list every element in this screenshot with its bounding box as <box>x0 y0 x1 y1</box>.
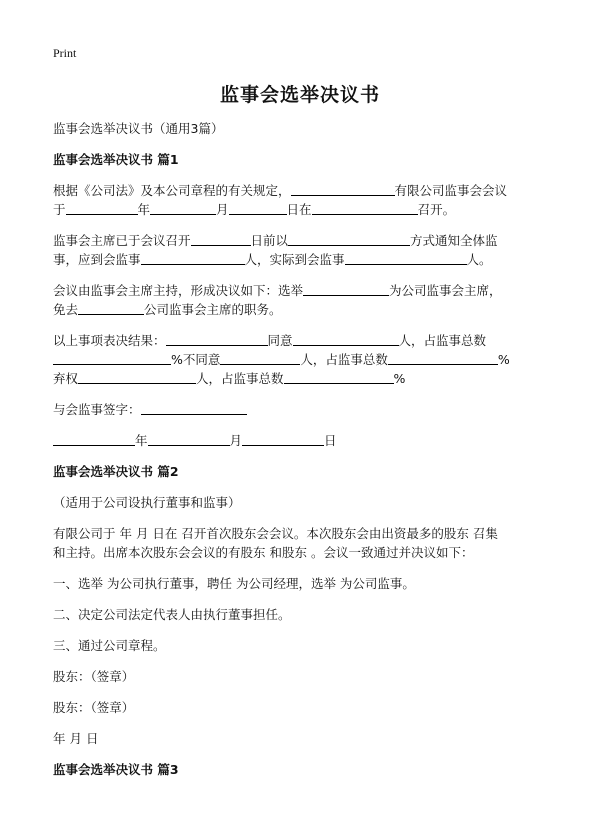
text: 日前以 <box>250 233 289 248</box>
p1-date-line <box>53 433 337 449</box>
p2-line-3: 和主持。出席本次股东会会议的有股东 和股东 。会议一致通过并决议如下： <box>53 545 474 560</box>
text: 人，占监事总数 <box>196 371 284 386</box>
p1-line-4 <box>53 252 492 268</box>
text: 方式通知全体监 <box>410 233 498 248</box>
p2-line-9: 年 月 日 <box>53 731 99 746</box>
p2-line-4: 一、选举 为公司执行董事，聘任 为公司经理，选举 为公司监事。 <box>53 576 415 591</box>
p1-line-3 <box>53 233 498 249</box>
text: 人。 <box>466 252 492 267</box>
blank-sign-day <box>242 433 324 446</box>
text: 人，占监事总数 <box>300 352 388 367</box>
blank-expected <box>141 252 245 265</box>
section-heading-1: 监事会选举决议书 篇1 <box>53 152 179 167</box>
p1-line-8 <box>53 352 510 368</box>
p2-line-1: （适用于公司设执行董事和监事） <box>53 495 241 510</box>
p1-line-1 <box>53 183 507 199</box>
text: 月 <box>216 202 229 217</box>
p1-line-5 <box>53 283 502 299</box>
text: 有限公司监事会会议 <box>394 183 508 198</box>
blank-agree-percent <box>53 352 171 365</box>
p1-line-6 <box>53 302 282 318</box>
blank-year <box>66 202 138 215</box>
blank-vote <box>166 333 268 346</box>
p2-line-7: 股东：（签章） <box>53 669 135 684</box>
text: 年 <box>137 202 151 217</box>
subtitle: 监事会选举决议书（通用3篇） <box>53 121 224 136</box>
text: 同意 <box>267 333 293 348</box>
blank-method <box>288 233 410 246</box>
text: 根据《公司法》及本公司章程的有关规定， <box>53 183 291 198</box>
text: 弃权 <box>53 371 79 386</box>
p2-line-8: 股东：（签章） <box>53 700 135 715</box>
section-heading-3: 监事会选举决议书 篇3 <box>53 762 179 777</box>
text: 监事会主席已于会议召开 <box>53 233 191 248</box>
document-title: 监事会选举决议书 <box>219 84 380 106</box>
p1-line-2 <box>53 202 455 218</box>
text: 日在 <box>286 202 312 217</box>
blank-disagree-percent <box>388 352 498 365</box>
blank-elected <box>303 283 389 296</box>
text: 日 <box>324 433 337 448</box>
text: 召开。 <box>417 202 456 217</box>
blank-sign-month <box>148 433 230 446</box>
print-link[interactable]: Print <box>53 46 77 60</box>
p1-signature-line <box>53 402 247 418</box>
text: 月 <box>229 433 243 448</box>
blank-removed <box>78 302 144 315</box>
blank-company <box>291 183 395 196</box>
text: % <box>393 371 406 386</box>
text: 人，占监事总数 <box>398 333 487 348</box>
text: 于 <box>53 202 66 217</box>
text: 为公司监事会主席， <box>389 283 502 298</box>
text: %不同意 <box>171 352 221 367</box>
text: 会议由监事会主席主持，形成决议如下：选举 <box>53 283 304 298</box>
text: % <box>497 352 510 367</box>
blank-signature <box>141 402 247 415</box>
blank-abstain-percent <box>284 371 394 384</box>
p2-line-2: 有限公司于 年 月 日在 召开首次股东会会议。本次股东会由出资最多的股东 召集 <box>53 526 498 541</box>
blank-agree <box>293 333 399 346</box>
p2-line-6: 三、通过公司章程。 <box>53 638 166 653</box>
section-heading-2: 监事会选举决议书 篇2 <box>53 464 179 479</box>
blank-place <box>312 202 418 215</box>
text: 年 <box>135 433 148 448</box>
p2-line-5: 二、决定公司法定代表人由执行董事担任。 <box>53 607 291 622</box>
blank-abstain <box>78 371 196 384</box>
p1-line-9 <box>53 371 405 387</box>
blank-actual <box>345 252 467 265</box>
text: 以上事项表决结果： <box>53 333 166 348</box>
p1-line-7 <box>53 333 486 349</box>
blank-days <box>191 233 251 246</box>
blank-disagree <box>220 352 300 365</box>
text: 事，应到会监事 <box>53 252 141 267</box>
text: 公司监事会主席的职务。 <box>144 302 282 317</box>
text: 免去 <box>53 302 79 317</box>
blank-month <box>150 202 216 215</box>
blank-day <box>229 202 287 215</box>
text: 与会监事签字： <box>53 402 141 417</box>
blank-sign-year <box>53 433 135 446</box>
text: 人，实际到会监事 <box>244 252 345 267</box>
